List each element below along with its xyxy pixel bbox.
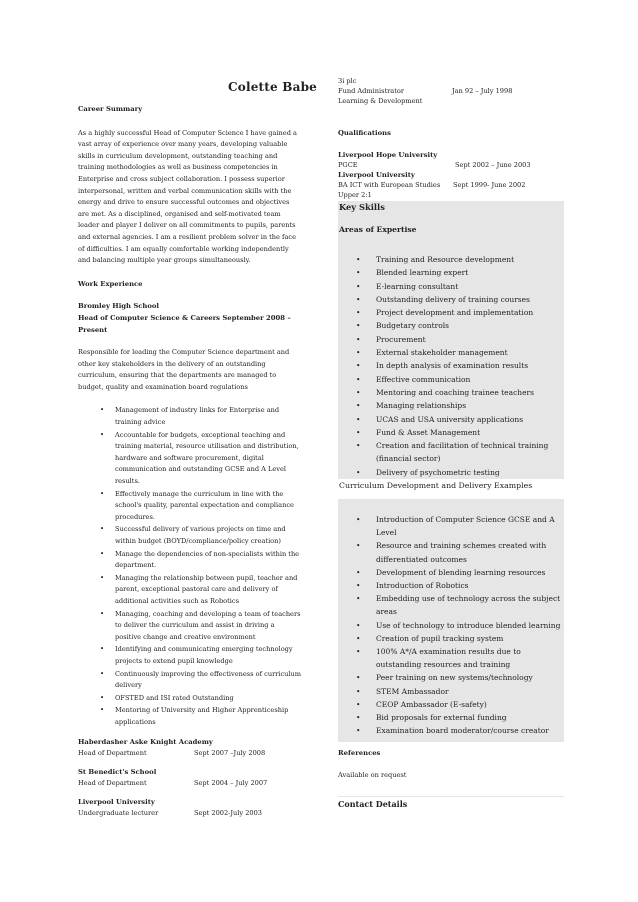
list-item: • Use of technology to introduce blended learning <box>356 619 564 632</box>
list-item: • 100% A*/A examination results due to outstanding resources and training <box>356 645 564 671</box>
current-description: Responsible for leading the Computer Science department and other key stakeholders in the delivery of an outstanding curriculum, ensuring that the departments are managed to budget, quality and examination board regulations <box>78 348 290 391</box>
list-item: • Project development and implementation <box>356 306 564 319</box>
current-role: Head of Computer Science & Careers September 2008 – Present <box>78 313 291 334</box>
previous-employer: St Benedict's School <box>78 767 157 776</box>
previous-dates: Sept 2002-July 2003 <box>194 809 262 818</box>
list-item: • Effectively manage the curriculum in line with the school's quality, parental expectation and compliance procedures. <box>100 489 302 524</box>
contact-heading: Contact Details <box>338 796 564 809</box>
prior-dates: Jan 92 – July 1998 <box>452 87 513 95</box>
curriculum-list <box>338 499 564 741</box>
list-item: • Peer training on new systems/technology <box>356 671 564 684</box>
list-item: • CEOP Ambassador (E-safety) <box>356 698 564 711</box>
previous-job <box>78 737 302 760</box>
list-item: • Introduction of Robotics <box>356 579 564 592</box>
list-item: • STEM Ambassador <box>356 685 564 698</box>
list-item: • Resource and training schemes created with differentiated outcomes <box>356 539 564 565</box>
previous-role: Head of Department <box>78 749 147 758</box>
key-skills-section <box>338 201 564 742</box>
references-section <box>338 748 564 809</box>
prior-employer: 3i plc <box>338 77 357 85</box>
qualification-award: BA ICT with European Studies <box>338 181 441 189</box>
list-item: • Accountable for budgets, exceptional teaching and training material, resource utilisation and distribution, hardware and software procurement, digital communication and outstanding GCSE and A Level results. <box>100 430 302 488</box>
list-item: • OFSTED and ISI rated Outstanding <box>100 693 302 705</box>
left-column <box>78 80 302 820</box>
qualification-award: PGCE <box>338 161 358 169</box>
list-item: • Embedding use of technology across the subject areas <box>356 592 564 618</box>
list-item: • Identifying and communicating emerging technology projects to extend pupil knowledge <box>100 644 302 667</box>
career-summary-heading: Career Summary <box>78 105 143 113</box>
list-item: • Development of blending learning resources <box>356 566 564 579</box>
previous-employer: Liverpool University <box>78 797 155 806</box>
curriculum-heading: Curriculum Development and Delivery Examples <box>338 479 564 499</box>
list-item: • Blended learning expert <box>356 266 564 279</box>
current-bullets <box>100 405 302 728</box>
list-item: • Bid proposals for external funding <box>356 711 564 724</box>
previous-dates: Sept 2004 – July 2007 <box>194 779 268 788</box>
qualification-institution: Liverpool Hope University <box>338 151 438 159</box>
list-item: • Successful delivery of various projects on time and within budget (BOYD/compliance/policy creation) <box>100 524 302 547</box>
prior-role: Fund Administrator <box>338 87 404 95</box>
list-item: • Mentoring and coaching trainee teachers <box>356 386 564 399</box>
previous-role: Undergraduate lecturer <box>78 809 159 818</box>
list-item: • Training and Resource development <box>356 253 564 266</box>
list-item: • Mentoring of University and Higher Apprenticeship applications <box>100 705 302 728</box>
key-skills-heading: Key Skills <box>338 201 564 217</box>
list-item: • Managing the relationship between pupil, teacher and parent, exceptional pastoral care and delivery of additional activities such as Robotics <box>100 573 302 608</box>
previous-job <box>78 767 302 790</box>
current-employer: Bromley High School <box>78 302 159 311</box>
list-item: • Examination board moderator/course creator <box>356 724 564 737</box>
previous-employer: Haberdasher Aske Knight Academy <box>78 737 213 746</box>
qualification-dates: Sept 2002 – June 2003 <box>455 161 531 169</box>
list-item: • Manage the dependencies of non-specialists within the department. <box>100 549 302 572</box>
references-text: Available on request <box>338 771 407 779</box>
qualification-institution: Liverpool University <box>338 171 415 179</box>
qualifications-heading: Qualifications <box>338 129 391 137</box>
list-item: • Effective communication <box>356 373 564 386</box>
qualification-grade: Upper 2:1 <box>338 191 372 199</box>
areas-of-expertise-heading: Areas of Expertise <box>338 217 564 251</box>
previous-dates: Sept 2007 –July 2008 <box>194 749 266 758</box>
list-item: • Continuously improving the effectiveness of curriculum delivery <box>100 669 302 692</box>
career-summary-text: As a highly successful Head of Computer Science I have gained a vast array of experience over many years, developing valuable skills in curriculum development, outstanding teaching and training methodologies as well as business competencies in Enterprise and cross subject collaboration. I possess superior interpersonal, written and verbal communication skills with the energy and drive to ensure successful outcomes and objectives are met. As a disciplined, organised and self-motivated team leader and player I deliver on all commitments to pupils, parents and external agencies. I am a resilient problem solver in the face of difficulties. I am equally comfortable working independently and balancing multiple year groups simultaneously. <box>78 128 297 265</box>
list-item: • Introduction of Computer Science GCSE and A Level <box>356 513 564 539</box>
candidate-name: Colette Babe <box>228 80 317 94</box>
prior-department: Learning & Development <box>338 97 423 105</box>
list-item: • Management of industry links for Enterprise and training advice <box>100 405 302 428</box>
list-item: • Procurement <box>356 333 564 346</box>
expertise-list <box>338 251 564 479</box>
qualification-dates: Sept 1999- June 2002 <box>453 181 526 189</box>
list-item: • External stakeholder management <box>356 346 564 359</box>
list-item: • Managing relationships <box>356 399 564 412</box>
list-item: • Delivery of psychometric testing <box>356 466 564 479</box>
list-item: • E-learning consultant <box>356 280 564 293</box>
list-item: • In depth analysis of examination results <box>356 359 564 372</box>
list-item: • Fund & Asset Management <box>356 426 564 439</box>
list-item: • Creation of pupil tracking system <box>356 632 564 645</box>
list-item: • Creation and facilitation of technical training (financial sector) <box>356 439 564 466</box>
work-experience-heading: Work Experience <box>78 279 143 288</box>
list-item: • Budgetary controls <box>356 319 564 332</box>
previous-role: Head of Department <box>78 779 147 788</box>
previous-job <box>78 797 302 820</box>
right-column-top <box>338 76 564 200</box>
references-heading: References <box>338 749 381 757</box>
list-item: • Managing, coaching and developing a team of teachers to deliver the curriculum and assist in driving a positive change and creative environment <box>100 609 302 644</box>
list-item: • Outstanding delivery of training courses <box>356 293 564 306</box>
list-item: • UCAS and USA university applications <box>356 413 564 426</box>
